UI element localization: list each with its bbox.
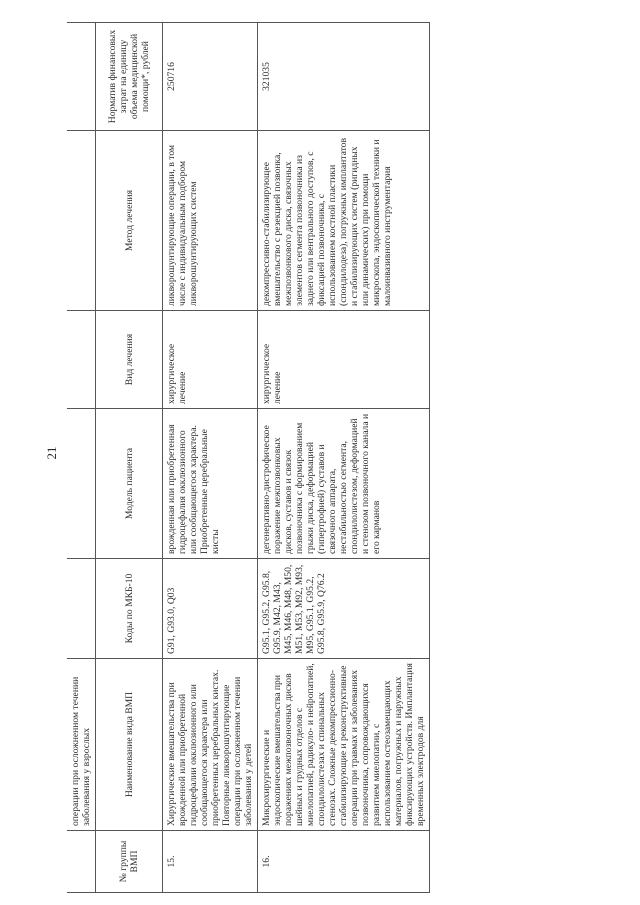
continuation-name: операции при осложненном течении заболевания у взрослых xyxy=(67,659,96,831)
header-cost: Норматив финансовых затрат на единицу объема медицинской помощи*, рублей xyxy=(96,23,163,131)
row-method: декомпрессивно-стабилизирующее вмешательство с резекцией позвонка, межпозвонкового диска, связочных элементов сегмента позвоночника из заднего или вентрального доступов, с фиксацией позвоночника, с использованием костной пластики (спондилодеза), погружных имплантатов и стабилизирующих систем (ригидных или динамических) при помощи микроскопа, эндоскопической техники и малоинвазивного инструментария xyxy=(258,131,430,311)
continuation-cost xyxy=(67,23,96,131)
row-name: Хирургические вмешательства при врожденной или приобретенной гидроцефалии окклюзионного или сообщающегося характера или приобретенных церебральных кистах. Повторные ликворошунтирующие операции при осложненном течении заболевания у детей xyxy=(163,659,258,831)
continuation-num xyxy=(67,831,96,893)
vmp-table xyxy=(67,22,430,893)
continuation-type xyxy=(67,311,96,409)
continuation-row xyxy=(67,23,96,893)
row-num: 16. xyxy=(258,831,430,893)
row-method: ликворошунтирующие операции, в том числе с индивидуальным подбором ликворошунтирующих систем xyxy=(163,131,258,311)
row-cost: 250716 xyxy=(163,23,258,131)
row-cost: 321035 xyxy=(258,23,430,131)
header-type: Вид лечения xyxy=(96,311,163,409)
header-codes: Коды по МКБ-10 xyxy=(96,559,163,659)
header-model: Модель пациента xyxy=(96,409,163,559)
row-type: хирургическое лечение xyxy=(258,311,430,409)
header-num: № группы ВМП xyxy=(96,831,163,893)
row-codes: G91, G93.0, Q03 xyxy=(163,559,258,659)
row-codes: G95.1, G95.2, G95.8, G95.9, M42, M43, M45, M46, M48, M50, M51, M53, M92, M93, M95, G95.1, G95.2, G95.8, G95.9, Q76.2 xyxy=(258,559,430,659)
row-model: врожденная или приобретенная гидроцефалия окклюзионного или сообщающегося характера. Приобретенные церебральные кисты xyxy=(163,409,258,559)
continuation-model xyxy=(67,409,96,559)
row-model: дегенеративно-дистрофическое поражение межпозвонковых дисков, суставов и связок позвоночника с формированием грыжи диска, деформацией (гипертрофией) суставов и связочного аппарата, нестабильностью сегмента, спондилолистезом, деформацией и стенозом позвоночного канала и его карманов xyxy=(258,409,430,559)
continuation-codes xyxy=(67,559,96,659)
header-name: Наименование вида ВМП xyxy=(96,659,163,831)
row-num: 15. xyxy=(163,831,258,893)
table-header-row xyxy=(96,23,163,893)
continuation-method xyxy=(67,131,96,311)
table-row xyxy=(258,23,430,893)
table-row xyxy=(163,23,258,893)
row-name: Микрохирургические и эндоскопические вмешательства при поражениях межпозвоночных дисков шейных и грудных отделов с миелопатией, радикуло- и нейропатией, спондилолистезах и спинальных стенозах. Сложные декомпрессионно-стабилизирующие и реконструктивные операции при травмах и заболеваниях позвоночника, сопровождающихся развитием миелопатии, с использованием остеозамещающих материалов, погружных и наружных фиксирующих устройств. Имплантация временных электродов для xyxy=(258,659,430,831)
row-type: хирургическое лечение xyxy=(163,311,258,409)
header-method: Метод лечения xyxy=(96,131,163,311)
table-sheet xyxy=(67,0,640,905)
page-number: 21 xyxy=(44,446,59,460)
